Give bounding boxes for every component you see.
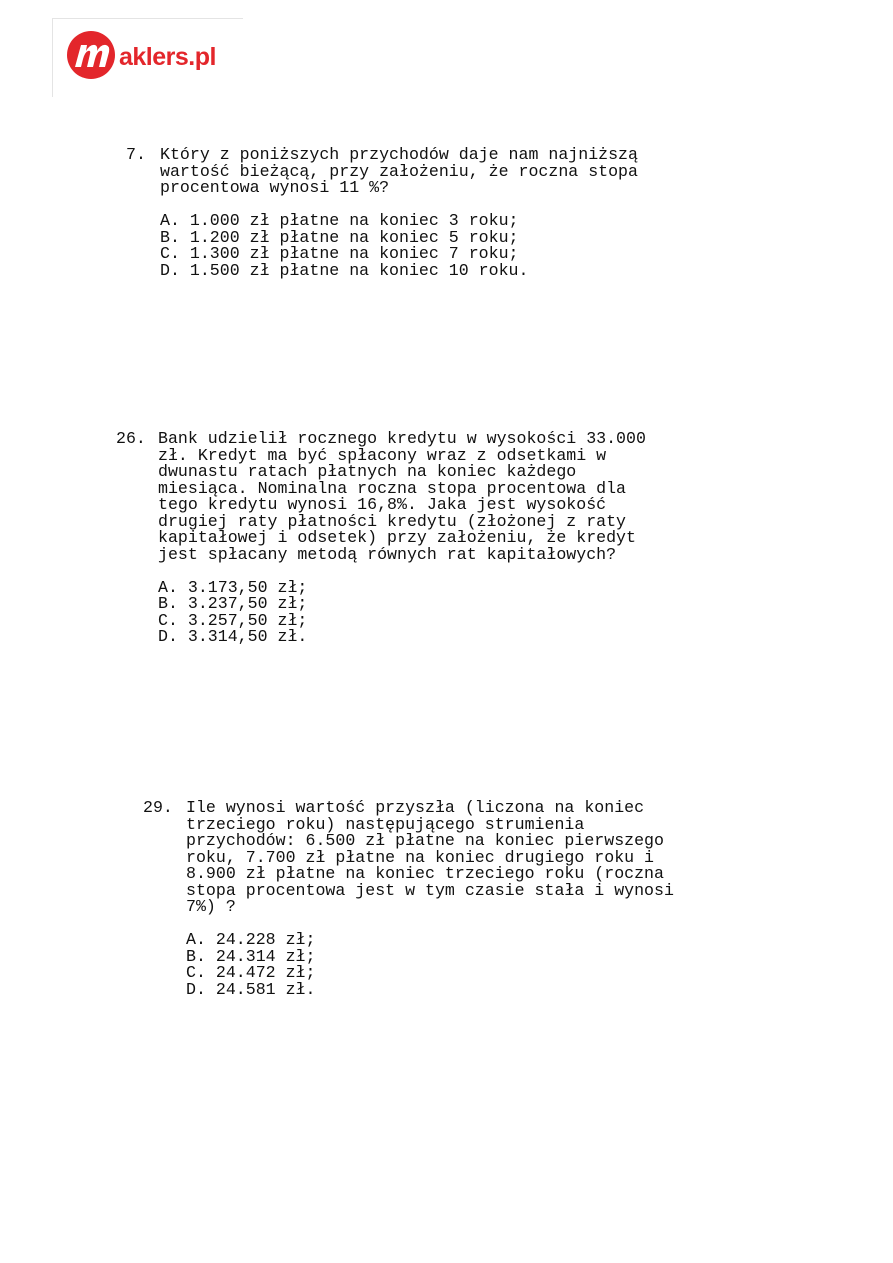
logo-text: aklers.pl bbox=[119, 43, 216, 71]
question-line: jest spłacany metodą równych rat kapitałowych? bbox=[158, 544, 617, 564]
question-line: roku, 7.700 zł płatne na koniec drugiego roku i bbox=[186, 847, 655, 867]
question-line: procentowa wynosi 11 %? bbox=[160, 178, 390, 197]
answer-option-a: A. 3.173,50 zł; bbox=[158, 577, 308, 597]
question-line: przychodów: 6.500 zł płatne na koniec pierwszego bbox=[186, 831, 664, 850]
answer-options bbox=[158, 577, 646, 646]
answer-option-c: C. 1.300 zł płatne na koniec 7 roku; bbox=[160, 244, 519, 263]
question-line: Bank udzielił rocznego kredytu w wysokości 33.000 bbox=[158, 429, 646, 448]
answer-option-b: B. 24.314 zł; bbox=[186, 946, 316, 966]
answer-option-d: D. 3.314,50 zł. bbox=[158, 627, 308, 646]
answer-option-b: B. 1.200 zł płatne na koniec 5 roku; bbox=[160, 227, 519, 247]
answer-options bbox=[160, 213, 638, 279]
question-7 bbox=[126, 147, 638, 279]
question-line: 8.900 zł płatne na koniec trzeciego roku (roczna bbox=[186, 864, 664, 883]
question-number: 7. bbox=[126, 145, 146, 164]
answer-option-a: A. 1.000 zł płatne na koniec 3 roku; bbox=[160, 211, 519, 230]
logo bbox=[52, 18, 243, 97]
question-line: Ile wynosi wartość przyszła (liczona na koniec bbox=[186, 798, 645, 817]
question-line: miesiąca. Nominalna roczna stopa procentowa dla bbox=[158, 478, 627, 498]
maklers-m-logo-icon bbox=[67, 31, 115, 79]
answer-option-c: C. 3.257,50 zł; bbox=[158, 610, 308, 630]
answer-option-b: B. 3.237,50 zł; bbox=[158, 594, 308, 613]
question-26 bbox=[116, 431, 646, 646]
question-line: Który z poniższych przychodów daje nam najniższą bbox=[160, 145, 638, 164]
question-line: wartość bieżącą, przy założeniu, że roczna stopa bbox=[160, 161, 638, 181]
question-number: 29. bbox=[143, 798, 173, 817]
answer-option-c: C. 24.472 zł; bbox=[186, 963, 316, 982]
question-line: dwunastu ratach płatnych na koniec każdego bbox=[158, 462, 577, 481]
question-line: trzeciego roku) następującego strumienia bbox=[186, 814, 585, 834]
question-line: kapitałowej i odsetek) przy założeniu, że kredyt bbox=[158, 528, 636, 547]
answer-option-d: D. 24.581 zł. bbox=[186, 979, 316, 999]
answer-option-a: A. 24.228 zł; bbox=[186, 930, 316, 949]
answer-option-d: D. 1.500 zł płatne na koniec 10 roku. bbox=[160, 260, 529, 280]
question-line: stopa procentowa jest w tym czasie stała i wynosi bbox=[186, 880, 674, 900]
question-line: drugiej raty płatności kredytu (złożonej z raty bbox=[158, 511, 627, 531]
question-number: 26. bbox=[116, 429, 146, 448]
question-29 bbox=[143, 800, 674, 998]
answer-options bbox=[186, 932, 674, 998]
question-line: zł. Kredyt ma być spłacony wraz z odsetkami w bbox=[158, 445, 607, 465]
question-line: tego kredytu wynosi 16,8%. Jaka jest wysokość bbox=[158, 495, 607, 514]
question-line: 7%) ? bbox=[186, 897, 236, 916]
